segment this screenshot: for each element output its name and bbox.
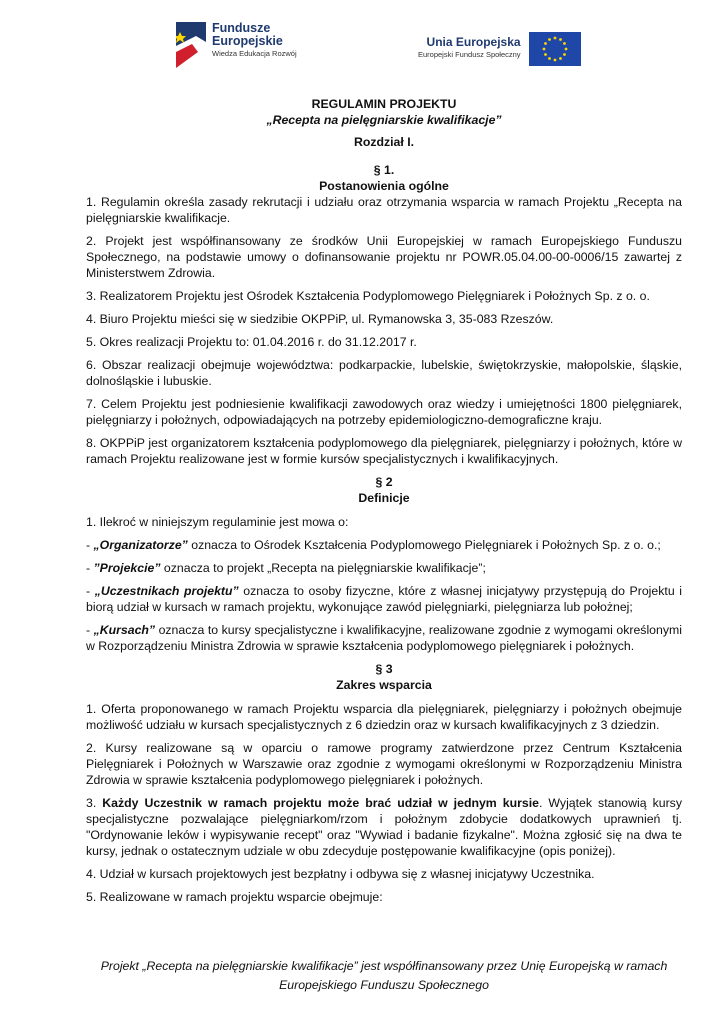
definition-text: oznacza to kursy specjalistyczne i kwalifikacyjne, realizowane zgodnie z wymogami określonymi w Rozporządzeniu Ministra Zdrowia w sprawie kształcenia podyplomowego pielęgniarek i położnych. xyxy=(86,623,682,653)
fe-logo-tagline: Wiedza Edukacja Rozwój xyxy=(212,49,297,58)
unia-europejska-logo xyxy=(418,32,581,66)
fundusze-europejskie-logo xyxy=(176,22,297,68)
document-title: REGULAMIN PROJEKTU xyxy=(311,97,457,111)
section-3-heading: Zakres wsparcia xyxy=(336,678,432,692)
page-header xyxy=(0,22,725,72)
definition-item: - ”Projekcie” oznacza to projekt „Recepta na pielęgniarskie kwalifikacje”; xyxy=(86,561,486,575)
footer-line-1: Projekt „Recepta na pielęgniarskie kwalifikacje” jest współfinansowany przez Unię Europejską w ramach xyxy=(100,959,668,973)
definition-item: - „Uczestnikach projektu” oznacza to osoby fizyczne, które z własnej inicjatywy przystępują do Projektu i biorą udział w kursach w ramach projektu, wykonujące zawód pielęgniarki, pielęgniarza lub położnej; xyxy=(86,584,682,614)
fe-logo-line2: Europejskie xyxy=(212,34,283,48)
section-2-number: § 2 xyxy=(375,475,393,489)
paragraph-prefix: 3. xyxy=(86,796,103,810)
paragraph: 1. Oferta proponowanego w ramach Projektu wsparcia dla pielęgniarek, pielęgniarzy i położnych obejmuje możliwość udziału w kursach specjalistycznych z 6 dziedzin oraz w kursach kwalifikacyjnych z 3 dziedzin. xyxy=(86,702,682,732)
definition-term: „Uczestnikach projektu” xyxy=(94,584,239,598)
definition-text: oznacza to Ośrodek Kształcenia Podyplomowego Pielęgniarek i Położnych Sp. z o. o.; xyxy=(187,538,661,552)
page-footer xyxy=(86,957,682,995)
definition-item: - „Organizatorze” oznacza to Ośrodek Kształcenia Podyplomowego Pielęgniarek i Położnych Sp. z o. o.; xyxy=(86,538,661,552)
section-2-heading: Definicje xyxy=(358,491,410,505)
paragraph: 6. Obszar realizacji obejmuje województwa: podkarpackie, lubelskie, świętokrzyskie, małopolskie, śląskie, dolnośląskie i lubuskie. xyxy=(86,358,682,388)
paragraph: 8. OKPPiP jest organizatorem kształcenia podyplomowego dla pielęgniarek, pielęgniarzy i położnych, które w ramach Projektu realizowane jest w formie kursów specjalistycznych i kwalifikacyjnych. xyxy=(86,436,682,466)
definition-text: oznacza to projekt „Recepta na pielęgniarskie kwalifikacje”; xyxy=(160,561,486,575)
paragraph-rest: . Wyjątek stanowią kursy specjalistyczne pozwalające pielęgniarkom/rzom i położnym zdobycie dodatkowych uprawnień tj. "Ordynowanie leków i wypisywanie recept" oraz "Wywiad i badanie fizykalne". Można zgłosić się na dwa te kursy, jednak o ostatecznym udziale w obu zdecyduje postępowanie kwalifikacyjne (opis poniżej). xyxy=(86,796,682,858)
paragraph: 5. Realizowane w ramach projektu wsparcie obejmuje: xyxy=(86,890,383,904)
regulation-document xyxy=(86,96,682,912)
paragraph: 2. Projekt jest współfinansowany ze środków Unii Europejskiej w ramach Europejskiego Funduszu Społecznego, na podstawie umowy o dofinansowanie projektu nr POWR.05.04.00-00-0006/15 zawartej z Ministerstwem Zdrowia. xyxy=(86,234,682,280)
eu-flag-icon xyxy=(529,32,581,66)
paragraph: 3. Realizatorem Projektu jest Ośrodek Kształcenia Podyplomowego Pielęgniarek i Położnych Sp. z o. o. xyxy=(86,289,650,303)
definition-term: „Organizatorze” xyxy=(93,538,188,552)
paragraph-bold: Każdy Uczestnik w ramach projektu może brać udział w jednym kursie xyxy=(102,796,539,810)
paragraph xyxy=(86,795,682,859)
paragraph: 4. Biuro Projektu mieści się w siedzibie OKPPiP, ul. Rymanowska 3, 35-083 Rzeszów. xyxy=(86,312,554,326)
definition-term: ”Projekcie” xyxy=(93,561,161,575)
definition-text: oznacza to osoby fizyczne, które z własnej inicjatywy przystępują do Projektu i biorą udział w kursach w ramach projektu, wykonujące zawód pielęgniarki, pielęgniarza lub położnej; xyxy=(86,584,682,614)
paragraph: 4. Udział w kursach projektowych jest bezpłatny i odbywa się z własnej inicjatywy Uczestnika. xyxy=(86,867,595,881)
chapter-heading: Rozdział I. xyxy=(353,135,415,149)
section-1-number: § 1. xyxy=(373,163,395,177)
paragraph: 7. Celem Projektu jest podniesienie kwalifikacji zawodowych oraz wiedzy i umiejętności 1800 pielęgniarek, pielęgniarzy i położnych, odpowiadających na potrzeby epidemiologiczno-demograficzne kraju. xyxy=(86,397,682,427)
paragraph: 1. Regulamin określa zasady rekrutacji i udziału oraz otrzymania wsparcia w ramach Projektu „Recepta na pielęgniarskie kwalifikacje. xyxy=(86,195,682,225)
document-subtitle: „Recepta na pielęgniarskie kwalifikacje” xyxy=(266,113,502,127)
fe-logo-line1: Fundusze xyxy=(212,21,271,35)
footer-line-2: Europejskiego Funduszu Społecznego xyxy=(279,978,489,992)
definition-term: „Kursach” xyxy=(93,623,156,637)
section-1-heading: Postanowienia ogólne xyxy=(319,179,449,193)
definitions-intro: 1. Ilekroć w niniejszym regulaminie jest mowa o: xyxy=(86,515,349,529)
definition-item: - „Kursach” oznacza to kursy specjalistyczne i kwalifikacyjne, realizowane zgodnie z wymogami określonymi w Rozporządzeniu Ministra Zdrowia w sprawie kształcenia podyplomowego pielęgniarek i położnych. xyxy=(86,623,682,653)
section-3-number: § 3 xyxy=(375,662,393,676)
ue-logo-line1: Unia Europejska xyxy=(426,35,521,49)
ue-logo-line2: Europejski Fundusz Społeczny xyxy=(418,50,521,59)
fundusze-europejskie-emblem-icon xyxy=(176,22,206,68)
section-1-paragraphs xyxy=(86,194,682,467)
paragraph: 2. Kursy realizowane są w oparciu o ramowe programy zatwierdzone przez Centrum Kształcenia Pielęgniarek i Położnych w Warszawie oraz zgodnie z wymogami określonymi w Rozporządzeniu Ministra Zdrowia w sprawie kształcenia podyplomowego pielęgniarek i położnych. xyxy=(86,741,682,787)
paragraph: 5. Okres realizacji Projektu to: 01.04.2016 r. do 31.12.2017 r. xyxy=(86,335,417,349)
